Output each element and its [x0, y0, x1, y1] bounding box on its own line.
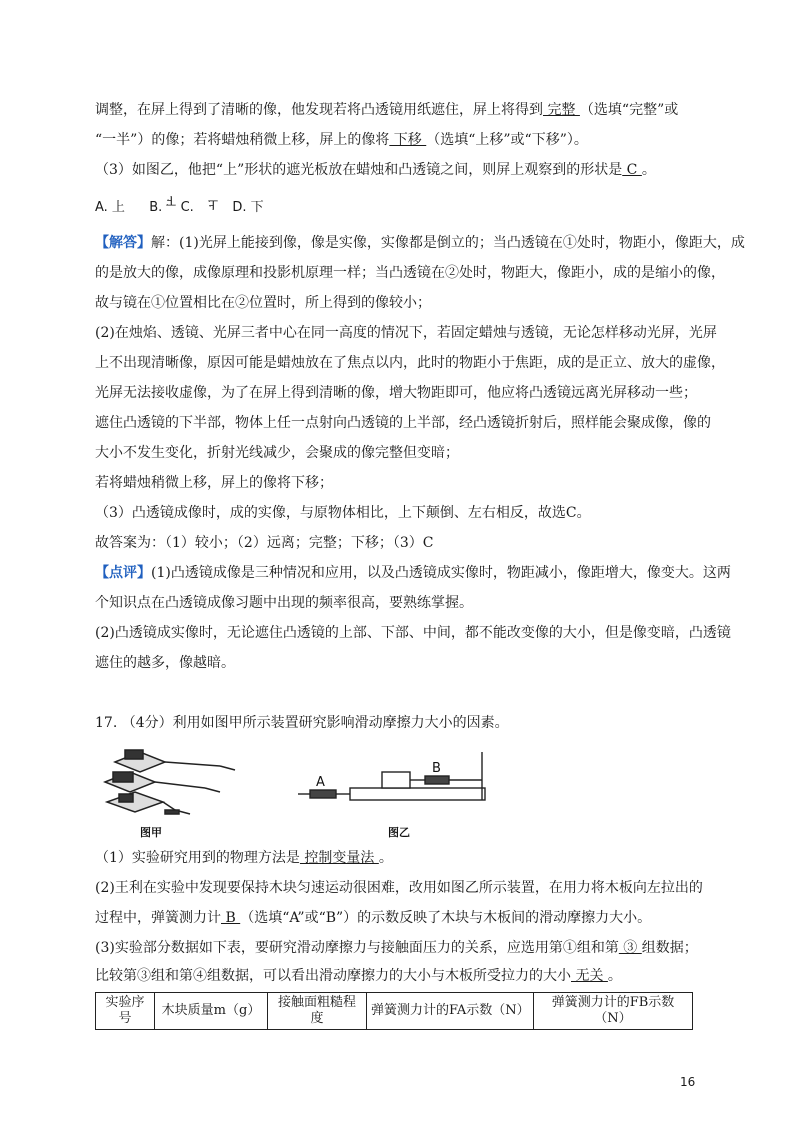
text: 个知识点在凸透镜成像习题中出现的频率很高，要熟练掌握。 — [95, 595, 473, 611]
text: (2)在烛焰、透镜、光屏三者中心在同一高度的情况下，若固定蜡烛与透镜，无论怎样移动光屏，光屏 — [95, 325, 717, 341]
figure-yi-label: 图乙 — [388, 826, 410, 839]
text-line — [95, 848, 393, 868]
header-cell: 接触面粗糙程度 — [268, 993, 367, 1030]
text-line — [95, 623, 731, 643]
text-line — [95, 353, 725, 373]
text: 解：(1)光屏上能接到像，像是实像，实像都是倒立的；当凸透镜在①处时，物距小，像距大，成 — [151, 235, 745, 251]
option-b: B. — [149, 200, 163, 215]
text: 的是放大的像，成像原理和投影机原理一样；当凸透镜在②处时，物距大，像距小，成的是缩小的像， — [95, 265, 725, 281]
text: 比较第③组和第④组数据，可以看出滑动摩擦力的大小与木板所受拉力的大小 — [95, 968, 571, 984]
option-d: D. 下 — [232, 200, 264, 215]
text-line — [95, 293, 431, 313]
answer-blank: 无关 — [571, 968, 608, 984]
text: 上不出现清晰像，原因可能是蜡烛放在了焦点以内，此时的物距小于焦距，成的是正立、放大的虚像， — [95, 355, 725, 371]
text: 。 — [641, 162, 656, 178]
option-c-glyph: 上 — [208, 198, 219, 209]
header-cell: 弹簧测力计的FA示数（N） — [367, 993, 534, 1030]
text-line — [95, 323, 717, 343]
text-line — [95, 383, 697, 403]
text: 光屏无法接收虚像，为了在屏上得到清晰的像，增大物距即可，他应将凸透镜远离光屏移动一些； — [95, 385, 697, 401]
data-table — [95, 992, 693, 1030]
text: (2)凸透镜成实像时，无论遮住凸透镜的上部、下部、中间，都不能改变像的大小，但是像变暗，凸透镜 — [95, 625, 731, 641]
text: (1)凸透镜成像是三种情况和应用，以及凸透镜成实像时，物距减小，像距增大，像变大。这两 — [151, 565, 731, 581]
header-cell: 木块质量m（g） — [155, 993, 268, 1030]
option-c: C. — [180, 200, 194, 215]
label-b: B — [432, 761, 441, 776]
figure-jia-label: 图甲 — [140, 826, 162, 839]
answer-blank: 完整 — [543, 102, 580, 118]
answer-blank: B — [221, 910, 241, 926]
text: 调整，在屏上得到了清晰的像，他发现若将凸透镜用纸遮住，屏上将得到 — [95, 102, 543, 118]
text-line — [95, 966, 622, 986]
text: 过程中，弹簧测力计 — [95, 910, 221, 926]
page-number: 16 — [680, 1075, 696, 1089]
answer-blank: ③ — [618, 940, 642, 956]
text: 若将蜡烛稍微上移，屏上的像将下移； — [95, 475, 333, 491]
figure-jia — [95, 740, 255, 840]
option-a: A. 上 — [95, 200, 125, 215]
text: （1）实验研究用到的物理方法是 — [95, 850, 300, 866]
text: 遮住凸透镜的下半部，物体上任一点射向凸透镜的上半部，经凸透镜折射后，照样能会聚成像，像的 — [95, 415, 711, 431]
text-line — [95, 878, 703, 898]
header-cell: 实验序号 — [96, 993, 155, 1030]
text: 大小不发生变化，折射光线减少，会聚成的像完整但变暗； — [95, 445, 459, 461]
text: （选填“A”或“B”）的示数反映了木块与木板间的滑动摩擦力大小。 — [240, 910, 652, 926]
text: （3）凸透镜成像时，成的实像，与原物体相比，上下颠倒、左右相反，故选C。 — [95, 505, 591, 521]
text: 17. （4分）利用如图甲所示装置研究影响滑动摩擦力大小的因素。 — [95, 715, 509, 731]
text-line — [95, 533, 433, 553]
table-header-row — [96, 993, 693, 1030]
text: 故答案为：（1）较小；（2）远离；完整；下移；（3）C — [95, 535, 434, 551]
options-line — [95, 198, 264, 219]
answer-blank: 下移 — [389, 132, 427, 148]
jieda-tag: 【解答】 — [95, 235, 151, 251]
text: （选填“上移”或“下移”）。 — [426, 132, 588, 148]
dianping-tag: 【点评】 — [95, 565, 151, 581]
text: 遮住的越多，像越暗。 — [95, 655, 235, 671]
text-line — [95, 233, 745, 253]
text-line — [95, 593, 473, 613]
text-line — [95, 938, 698, 958]
text: 。 — [378, 850, 393, 866]
text: （选填“完整”或 — [579, 102, 679, 118]
text-line — [95, 473, 333, 493]
text-line — [95, 130, 588, 150]
text: 。 — [607, 968, 622, 984]
text-line — [95, 263, 725, 283]
text-line — [95, 443, 459, 463]
text: （3）如图乙，他把“上”形状的遮光板放在蜡烛和凸透镜之间，则屏上观察到的形状是 — [95, 162, 623, 178]
text-line — [95, 653, 235, 673]
question-17-title — [95, 713, 509, 733]
text: (3)实验部分数据如下表，要研究滑动摩擦力与接触面压力的关系，应选用第①组和第 — [95, 940, 619, 956]
figure-yi — [290, 742, 500, 840]
text: 故与镜在①位置相比在②位置时，所上得到的像较小； — [95, 295, 431, 311]
label-a: A — [316, 775, 325, 790]
header-cell: 弹簧测力计的FB示数（N） — [534, 993, 693, 1030]
text-line — [95, 100, 678, 120]
answer-blank: C — [622, 162, 642, 178]
text: 组数据； — [641, 940, 698, 956]
text-line — [95, 908, 651, 928]
text-line — [95, 503, 591, 523]
text-line — [95, 160, 656, 180]
text-line — [95, 413, 711, 433]
text-line — [95, 563, 731, 583]
text: (2)王利在实验中发现要保持木块匀速运动很困难，改用如图乙所示装置，在用力将木板向左拉出的 — [95, 880, 703, 896]
text: “一半”）的像；若将蜡烛稍微上移，屏上的像将 — [95, 132, 390, 148]
answer-blank: 控制变量法 — [299, 850, 379, 866]
option-b-glyph: 上 — [166, 197, 177, 208]
